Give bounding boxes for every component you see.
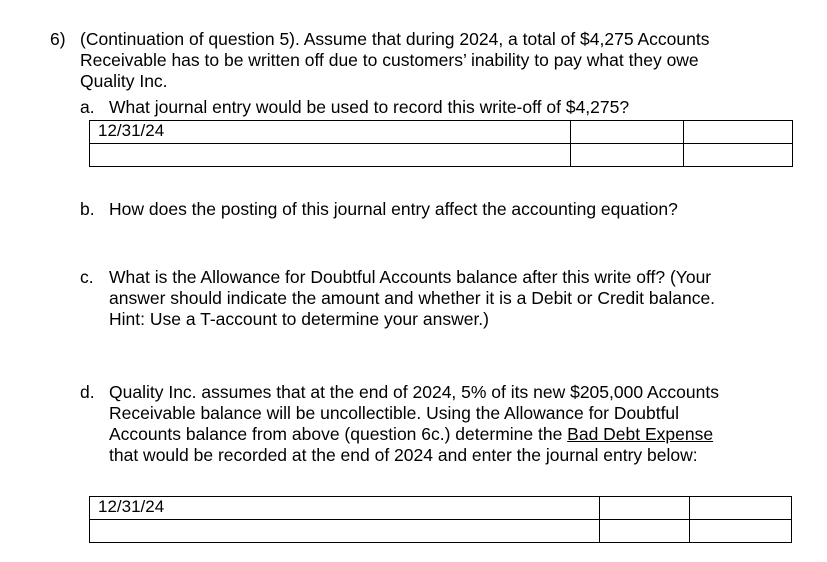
debit-cell[interactable] xyxy=(600,497,690,520)
part-d-line-4: that would be recorded at the end of 2024 and enter the journal entry below: xyxy=(109,445,698,465)
account-cell[interactable] xyxy=(90,520,600,543)
part-b-letter: b. xyxy=(80,199,95,219)
part-d-line-1: Quality Inc. assumes that at the end of 2024, 5% of its new $205,000 Accounts xyxy=(109,382,719,402)
part-c-letter: c. xyxy=(80,267,94,287)
question-text xyxy=(80,29,709,92)
part-d-line-3 xyxy=(109,424,719,445)
date-cell[interactable]: 12/31/24 xyxy=(90,121,571,144)
credit-cell[interactable] xyxy=(684,144,793,167)
part-c-text xyxy=(109,267,715,330)
part-c-line-3: Hint: Use a T-account to determine your answer.) xyxy=(109,309,489,329)
debit-cell[interactable] xyxy=(571,144,684,167)
debit-cell[interactable] xyxy=(600,520,690,543)
part-d-text xyxy=(109,382,719,466)
bad-debt-expense-term: Bad Debt Expense xyxy=(567,424,714,444)
credit-cell[interactable] xyxy=(684,121,793,144)
question-number: 6) xyxy=(50,29,66,49)
credit-cell[interactable] xyxy=(690,520,792,543)
part-a-letter: a. xyxy=(80,97,95,117)
date-cell[interactable]: 12/31/24 xyxy=(90,497,600,520)
part-d-line-2: Receivable balance will be uncollectible. Using the Allowance for Doubtful xyxy=(109,403,680,423)
part-d-line-3-text: Accounts balance from above (question 6c.) determine the xyxy=(109,424,568,444)
credit-cell[interactable] xyxy=(690,497,792,520)
part-c-line-2: answer should indicate the amount and whether it is a Debit or Credit balance. xyxy=(109,288,716,308)
journal-row xyxy=(90,497,792,520)
journal-table-d xyxy=(89,496,792,543)
question-line-2: Receivable has to be written off due to customers’ inability to pay what they owe xyxy=(80,50,699,70)
debit-cell[interactable] xyxy=(571,121,684,144)
question-line-1: (Continuation of question 5). Assume that during 2024, a total of $4,275 Accounts xyxy=(80,29,710,49)
journal-row xyxy=(90,144,793,167)
part-d-letter: d. xyxy=(80,382,95,402)
journal-row xyxy=(90,520,792,543)
account-cell[interactable] xyxy=(90,144,571,167)
question-line-3: Quality Inc. xyxy=(80,71,168,91)
part-a-text: What journal entry would be used to record this write-off of $4,275? xyxy=(109,97,630,117)
journal-table-a xyxy=(89,120,793,167)
journal-row xyxy=(90,121,793,144)
part-b-text: How does the posting of this journal entry affect the accounting equation? xyxy=(109,199,678,219)
part-c-line-1: What is the Allowance for Doubtful Accounts balance after this write off? (Your xyxy=(109,267,712,287)
